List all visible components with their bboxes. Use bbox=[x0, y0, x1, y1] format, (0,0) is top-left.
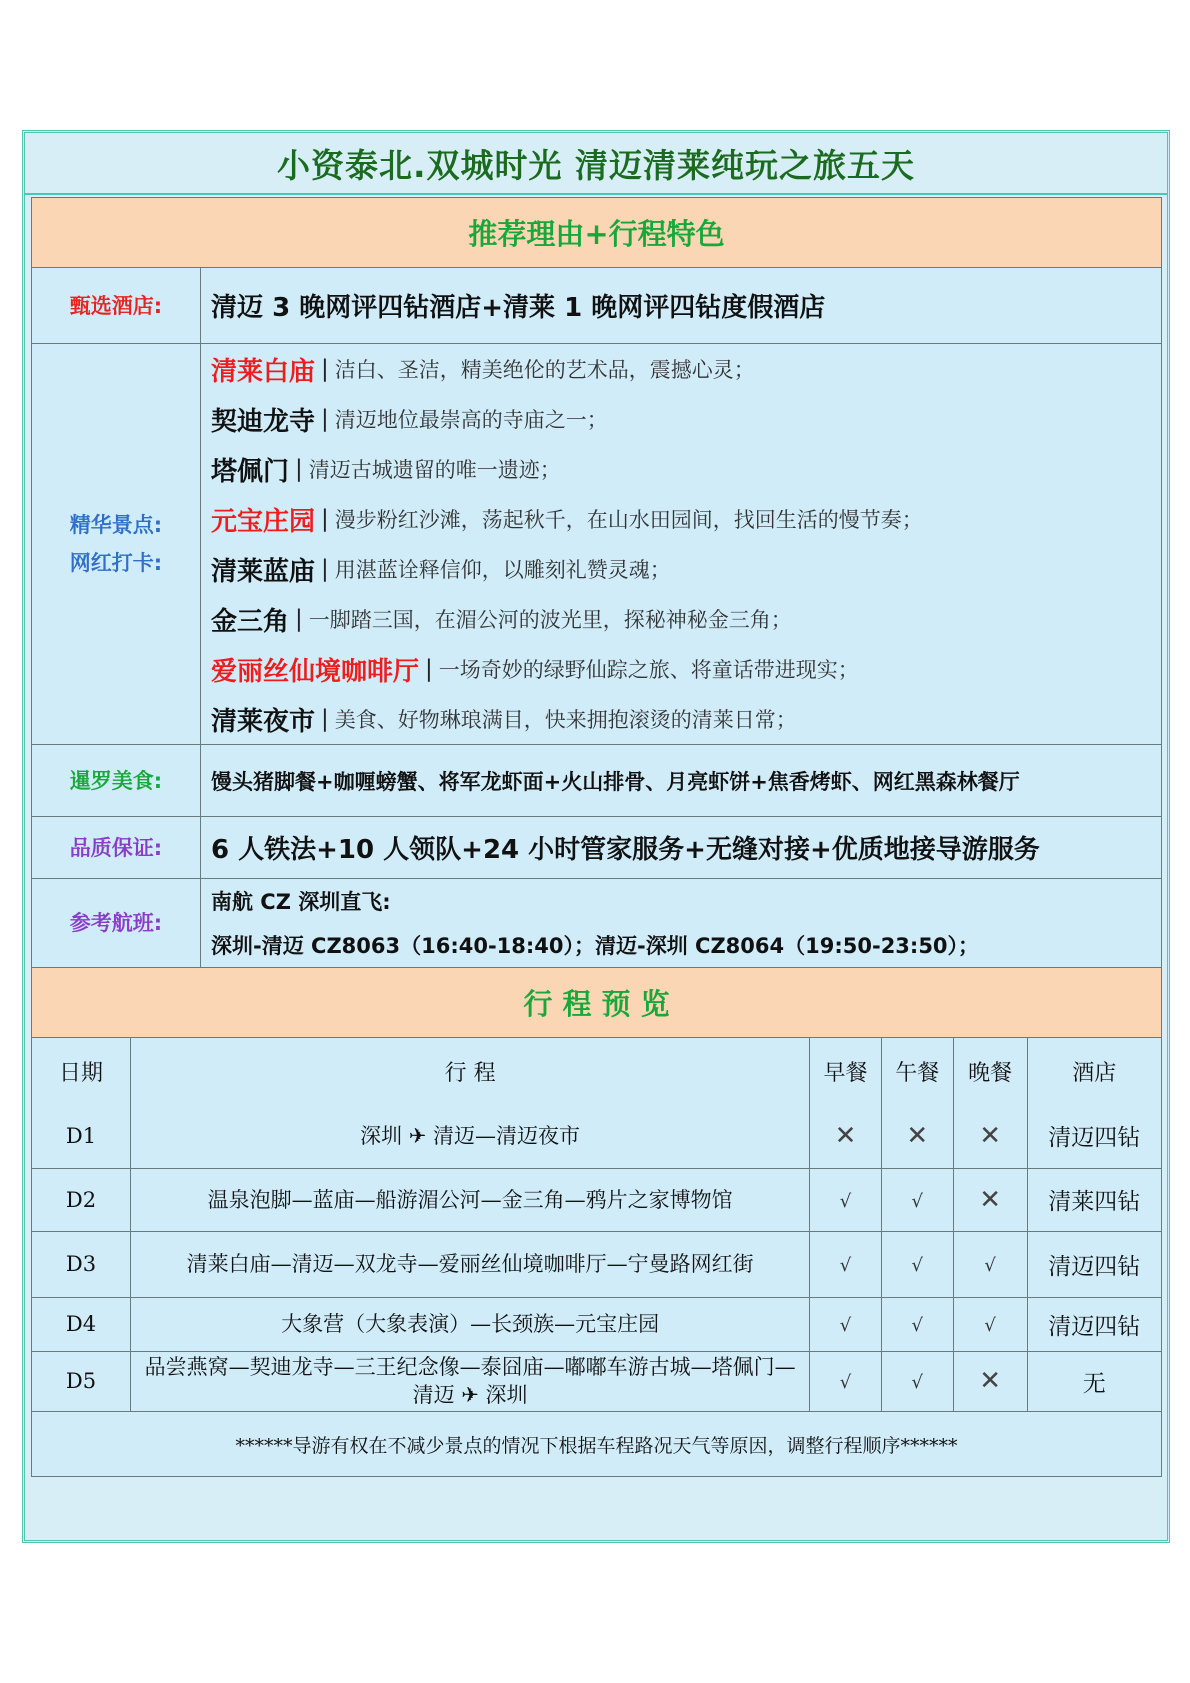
spot-separator: | bbox=[295, 456, 303, 482]
cross-icon: ✕ bbox=[979, 1366, 1002, 1397]
highlights-label-line1: 精华景点: bbox=[69, 513, 163, 537]
spot-name: 清莱蓝庙 bbox=[211, 556, 316, 587]
hotel-part-2: 3 晚网评四钻酒店 bbox=[272, 293, 482, 323]
breakfast-cell bbox=[810, 1168, 882, 1231]
dinner-cell bbox=[953, 1351, 1027, 1411]
schedule-container bbox=[32, 1038, 1162, 1412]
dinner-cell bbox=[953, 1104, 1027, 1168]
spot-separator: | bbox=[425, 656, 433, 682]
flight-content bbox=[201, 879, 1162, 968]
route-cell: 深圳 ✈ 清迈—清迈夜市 bbox=[131, 1104, 810, 1168]
spot-item bbox=[211, 494, 1161, 544]
hotel-content bbox=[201, 268, 1162, 344]
spot-item bbox=[211, 544, 1161, 594]
lunch-cell bbox=[881, 1231, 953, 1297]
breakfast-cell bbox=[810, 1351, 882, 1411]
overview-header: 行 程 预 览 bbox=[32, 968, 1162, 1038]
header-date: 日期 bbox=[32, 1038, 131, 1104]
food-text: 馒头猪脚餐+咖喱螃蟹、将军龙虾面+火山排骨、月亮虾饼+焦香烤虾、网红黑森林餐厅 bbox=[211, 769, 1020, 794]
highlights-label bbox=[32, 344, 201, 745]
hotel-part-3: +清莱 bbox=[481, 293, 565, 323]
header-lunch: 午餐 bbox=[881, 1038, 953, 1104]
spot-description: 一场奇妙的绿野仙踪之旅、将童话带进现实； bbox=[438, 658, 859, 682]
cross-icon: ✕ bbox=[906, 1120, 929, 1151]
check-icon: √ bbox=[839, 1315, 852, 1336]
header-dinner: 晚餐 bbox=[953, 1038, 1027, 1104]
hotel-part-1: 清迈 bbox=[211, 293, 273, 323]
header-hotel: 酒店 bbox=[1027, 1038, 1161, 1104]
spot-item bbox=[211, 394, 1161, 444]
spot-name: 塔佩门 bbox=[211, 456, 290, 487]
day-cell: D4 bbox=[32, 1297, 131, 1351]
spot-separator: | bbox=[321, 706, 329, 732]
hotel-cell: 清迈四钻 bbox=[1027, 1104, 1161, 1168]
spot-item bbox=[211, 694, 1161, 744]
itinerary-table bbox=[31, 197, 1162, 1477]
schedule-row bbox=[32, 1168, 1161, 1231]
footer-note: ******导游有权在不减少景点的情况下根据车程路况天气等原因，调整行程顺序****** bbox=[32, 1412, 1162, 1477]
spot-name: 契迪龙寺 bbox=[211, 406, 316, 437]
spot-name: 爱丽丝仙境咖啡厅 bbox=[211, 656, 420, 687]
quality-label: 品质保证: bbox=[32, 817, 201, 879]
spot-item bbox=[211, 444, 1161, 494]
spot-name: 元宝庄园 bbox=[211, 506, 316, 537]
check-icon: √ bbox=[911, 1255, 924, 1276]
route-cell: 大象营（大象表演）—长颈族—元宝庄园 bbox=[131, 1297, 810, 1351]
spot-description: 漫步粉红沙滩，荡起秋千，在山水田园间，找回生活的慢节奏； bbox=[334, 508, 923, 532]
spot-separator: | bbox=[321, 556, 329, 582]
document-frame bbox=[22, 130, 1170, 1543]
spot-description: 用湛蓝诠释信仰，以雕刻礼赞灵魂； bbox=[334, 558, 671, 582]
cross-icon: ✕ bbox=[834, 1120, 857, 1151]
spot-item bbox=[211, 644, 1161, 694]
dinner-cell bbox=[953, 1297, 1027, 1351]
schedule-row bbox=[32, 1297, 1161, 1351]
recommend-header: 推荐理由+行程特色 bbox=[32, 198, 1162, 268]
header-breakfast: 早餐 bbox=[810, 1038, 882, 1104]
header-route: 行 程 bbox=[131, 1038, 810, 1104]
highlights-content bbox=[201, 344, 1162, 745]
lunch-cell bbox=[881, 1351, 953, 1411]
spot-separator: | bbox=[321, 406, 329, 432]
check-icon: √ bbox=[911, 1372, 924, 1394]
day-cell: D5 bbox=[32, 1351, 131, 1411]
spot-item bbox=[211, 344, 1161, 394]
food-label: 暹罗美食: bbox=[32, 745, 201, 817]
spot-name: 清莱白庙 bbox=[211, 356, 316, 387]
check-icon: √ bbox=[839, 1372, 852, 1394]
dinner-cell bbox=[953, 1231, 1027, 1297]
spot-separator: | bbox=[321, 356, 329, 382]
check-icon: √ bbox=[984, 1255, 996, 1276]
flight-line-2: 深圳-清迈 CZ8063（16:40-18:40）；清迈-深圳 CZ8064（19:50-23:50）； bbox=[211, 934, 980, 958]
hotel-cell: 无 bbox=[1027, 1351, 1161, 1411]
breakfast-cell bbox=[810, 1297, 882, 1351]
hotel-cell: 清迈四钻 bbox=[1027, 1231, 1161, 1297]
spot-description: 一脚踏三国，在湄公河的波光里，探秘神秘金三角； bbox=[308, 608, 792, 632]
dinner-cell bbox=[953, 1168, 1027, 1231]
spot-name: 金三角 bbox=[211, 606, 290, 637]
spot-separator: | bbox=[321, 506, 329, 532]
schedule-table bbox=[32, 1038, 1161, 1411]
check-icon: √ bbox=[839, 1190, 852, 1212]
lunch-cell bbox=[881, 1297, 953, 1351]
route-cell: 清莱白庙—清迈—双龙寺—爱丽丝仙境咖啡厅—宁曼路网红街 bbox=[131, 1231, 810, 1297]
spot-description: 洁白、圣洁，精美绝伦的艺术品，震撼心灵； bbox=[334, 358, 755, 382]
spot-description: 清迈地位最崇高的寺庙之一； bbox=[334, 408, 608, 432]
spot-name: 清莱夜市 bbox=[211, 706, 316, 737]
day-cell: D2 bbox=[32, 1168, 131, 1231]
day-cell: D3 bbox=[32, 1231, 131, 1297]
schedule-row bbox=[32, 1351, 1161, 1411]
lunch-cell bbox=[881, 1104, 953, 1168]
day-cell: D1 bbox=[32, 1104, 131, 1168]
check-icon: √ bbox=[911, 1190, 924, 1212]
hotel-cell: 清莱四钻 bbox=[1027, 1168, 1161, 1231]
cross-icon: ✕ bbox=[979, 1120, 1002, 1151]
check-icon: √ bbox=[984, 1315, 996, 1336]
hotel-cell: 清迈四钻 bbox=[1027, 1297, 1161, 1351]
cross-icon: ✕ bbox=[979, 1184, 1002, 1215]
route-cell: 品尝燕窝—契迪龙寺—三王纪念像—泰囧庙—嘟嘟车游古城—塔佩门—清迈 ✈ 深圳 bbox=[131, 1351, 810, 1411]
spot-description: 美食、好物琳琅满目，快来拥抱滚烫的清莱日常； bbox=[334, 708, 797, 732]
spot-separator: | bbox=[295, 606, 303, 632]
highlights-label-line2: 网红打卡: bbox=[69, 551, 163, 575]
spot-description: 清迈古城遗留的唯一遗迹； bbox=[308, 458, 561, 482]
flight-line-1: 南航 CZ 深圳直飞: bbox=[211, 890, 391, 914]
check-icon: √ bbox=[911, 1315, 924, 1336]
schedule-row bbox=[32, 1104, 1161, 1168]
lunch-cell bbox=[881, 1168, 953, 1231]
hotel-label: 甄选酒店: bbox=[32, 268, 201, 344]
route-cell: 温泉泡脚—蓝庙—船游湄公河—金三角—鸦片之家博物馆 bbox=[131, 1168, 810, 1231]
breakfast-cell bbox=[810, 1104, 882, 1168]
food-content bbox=[201, 745, 1162, 817]
check-icon: √ bbox=[839, 1255, 852, 1276]
document-title: 小资泰北.双城时光 清迈清莱纯玩之旅五天 bbox=[25, 133, 1167, 195]
quality-content bbox=[201, 817, 1162, 879]
breakfast-cell bbox=[810, 1231, 882, 1297]
flight-label: 参考航班: bbox=[32, 879, 201, 968]
hotel-part-4: 1 晚网评四钻度假酒店 bbox=[564, 293, 826, 323]
schedule-header-row bbox=[32, 1038, 1161, 1104]
schedule-row bbox=[32, 1231, 1161, 1297]
quality-text: 6 人铁法+10 人领队+24 小时管家服务+无缝对接+优质地接导游服务 bbox=[211, 835, 1040, 865]
spot-item bbox=[211, 594, 1161, 644]
